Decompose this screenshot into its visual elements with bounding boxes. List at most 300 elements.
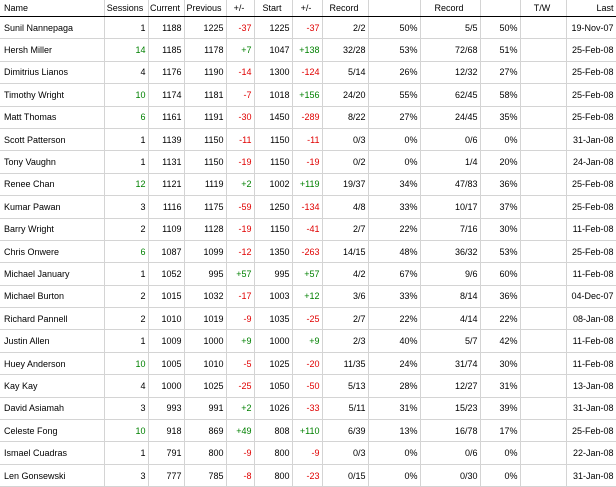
- player-name: Tony Vaughn: [0, 151, 104, 173]
- record-2: 36/32: [420, 240, 480, 262]
- start-rating: 1225: [254, 17, 292, 39]
- sessions: 1: [104, 442, 148, 464]
- rating-change: -9: [226, 308, 254, 330]
- start-rating: 800: [254, 464, 292, 486]
- record: 0/2: [322, 151, 368, 173]
- rating-change: +7: [226, 39, 254, 61]
- previous-rating: 1225: [184, 17, 226, 39]
- sessions: 1: [104, 330, 148, 352]
- rating-change: -37: [226, 17, 254, 39]
- player-name: Renee Chan: [0, 173, 104, 195]
- rating-change: +9: [226, 330, 254, 352]
- start-rating: 1250: [254, 196, 292, 218]
- rating-change: -7: [226, 84, 254, 106]
- record: 11/35: [322, 352, 368, 374]
- record-pct: 55%: [368, 84, 420, 106]
- sessions: 2: [104, 285, 148, 307]
- record-pct-2: 42%: [480, 330, 520, 352]
- record-2: 9/6: [420, 263, 480, 285]
- table-row: [0, 352, 616, 374]
- table-row: [0, 420, 616, 442]
- rating-change: +57: [226, 263, 254, 285]
- table-row: [0, 464, 616, 486]
- player-name: Len Gonsewski: [0, 464, 104, 486]
- sessions: 6: [104, 240, 148, 262]
- start-rating: 1150: [254, 128, 292, 150]
- tw: [520, 196, 566, 218]
- record: 6/39: [322, 420, 368, 442]
- change-from-start: +9: [292, 330, 322, 352]
- table-row: [0, 330, 616, 352]
- start-rating: 1450: [254, 106, 292, 128]
- player-name: Richard Pannell: [0, 308, 104, 330]
- record-pct-2: 37%: [480, 196, 520, 218]
- tw: [520, 84, 566, 106]
- change-from-start: -11: [292, 128, 322, 150]
- change-from-start: -25: [292, 308, 322, 330]
- record-2: 62/45: [420, 84, 480, 106]
- player-name: Celeste Fong: [0, 420, 104, 442]
- record-2: 47/83: [420, 173, 480, 195]
- record-pct-2: 35%: [480, 106, 520, 128]
- last-date: 25-Feb-08: [566, 240, 616, 262]
- record: 8/22: [322, 106, 368, 128]
- record-2: 16/78: [420, 420, 480, 442]
- record-pct-2: 31%: [480, 375, 520, 397]
- current-rating: 777: [148, 464, 184, 486]
- sessions: 1: [104, 128, 148, 150]
- record-pct: 34%: [368, 173, 420, 195]
- sessions: 2: [104, 308, 148, 330]
- record-pct-2: 17%: [480, 420, 520, 442]
- record-2: 10/17: [420, 196, 480, 218]
- table-row: [0, 128, 616, 150]
- player-name: Scott Patterson: [0, 128, 104, 150]
- record-pct-2: 60%: [480, 263, 520, 285]
- previous-rating: 1019: [184, 308, 226, 330]
- tw: [520, 128, 566, 150]
- record-pct: 40%: [368, 330, 420, 352]
- last-date: 31-Jan-08: [566, 128, 616, 150]
- record: 32/28: [322, 39, 368, 61]
- rating-change: +2: [226, 397, 254, 419]
- record: 5/14: [322, 61, 368, 83]
- table-row: [0, 285, 616, 307]
- last-date: 25-Feb-08: [566, 173, 616, 195]
- last-date: 13-Jan-08: [566, 375, 616, 397]
- record-2: 31/74: [420, 352, 480, 374]
- start-rating: 800: [254, 442, 292, 464]
- rating-change: -12: [226, 240, 254, 262]
- last-date: 11-Feb-08: [566, 218, 616, 240]
- record: 5/11: [322, 397, 368, 419]
- header-current: Current: [148, 0, 184, 17]
- player-name: Timothy Wright: [0, 84, 104, 106]
- start-rating: 1047: [254, 39, 292, 61]
- record: 0/3: [322, 128, 368, 150]
- rating-change: -17: [226, 285, 254, 307]
- start-rating: 1050: [254, 375, 292, 397]
- player-name: Huey Anderson: [0, 352, 104, 374]
- record-pct: 53%: [368, 39, 420, 61]
- record-pct-2: 20%: [480, 151, 520, 173]
- record-2: 0/6: [420, 442, 480, 464]
- table-row: [0, 263, 616, 285]
- record-pct-2: 50%: [480, 17, 520, 39]
- last-date: 25-Feb-08: [566, 420, 616, 442]
- previous-rating: 1099: [184, 240, 226, 262]
- current-rating: 1015: [148, 285, 184, 307]
- tw: [520, 173, 566, 195]
- last-date: 22-Jan-08: [566, 442, 616, 464]
- previous-rating: 1119: [184, 173, 226, 195]
- last-date: 31-Jan-08: [566, 464, 616, 486]
- current-rating: 1161: [148, 106, 184, 128]
- start-rating: 995: [254, 263, 292, 285]
- player-name: Michael Burton: [0, 285, 104, 307]
- record: 2/7: [322, 218, 368, 240]
- rating-change: -14: [226, 61, 254, 83]
- tw: [520, 352, 566, 374]
- record-pct: 33%: [368, 285, 420, 307]
- record-pct: 22%: [368, 308, 420, 330]
- table-row: [0, 151, 616, 173]
- previous-rating: 1150: [184, 151, 226, 173]
- record: 0/3: [322, 442, 368, 464]
- current-rating: 1185: [148, 39, 184, 61]
- change-from-start: +156: [292, 84, 322, 106]
- current-rating: 1087: [148, 240, 184, 262]
- sessions: 4: [104, 61, 148, 83]
- sessions: 3: [104, 196, 148, 218]
- record-pct: 26%: [368, 61, 420, 83]
- last-date: 08-Jan-08: [566, 308, 616, 330]
- header-change: +/-: [226, 0, 254, 17]
- record-pct-2: 30%: [480, 218, 520, 240]
- start-rating: 1150: [254, 151, 292, 173]
- record-pct-2: 58%: [480, 84, 520, 106]
- change-from-start: -9: [292, 442, 322, 464]
- table-row: [0, 218, 616, 240]
- player-name: Kay Kay: [0, 375, 104, 397]
- header-start: Start: [254, 0, 292, 17]
- current-rating: 993: [148, 397, 184, 419]
- rating-change: -11: [226, 128, 254, 150]
- record-2: 4/14: [420, 308, 480, 330]
- record-pct: 27%: [368, 106, 420, 128]
- previous-rating: 785: [184, 464, 226, 486]
- current-rating: 1052: [148, 263, 184, 285]
- sessions: 3: [104, 464, 148, 486]
- record-pct: 0%: [368, 151, 420, 173]
- previous-rating: 1150: [184, 128, 226, 150]
- change-from-start: -23: [292, 464, 322, 486]
- sessions: 12: [104, 173, 148, 195]
- record-pct: 22%: [368, 218, 420, 240]
- previous-rating: 1032: [184, 285, 226, 307]
- record-pct: 33%: [368, 196, 420, 218]
- rating-change: -19: [226, 151, 254, 173]
- previous-rating: 1190: [184, 61, 226, 83]
- previous-rating: 1181: [184, 84, 226, 106]
- change-from-start: -134: [292, 196, 322, 218]
- rating-change: -9: [226, 442, 254, 464]
- record-pct-2: 36%: [480, 173, 520, 195]
- tw: [520, 285, 566, 307]
- last-date: 19-Nov-07: [566, 17, 616, 39]
- record-2: 15/23: [420, 397, 480, 419]
- record: 2/3: [322, 330, 368, 352]
- sessions: 1: [104, 263, 148, 285]
- current-rating: 1174: [148, 84, 184, 106]
- previous-rating: 1175: [184, 196, 226, 218]
- previous-rating: 1128: [184, 218, 226, 240]
- record-2: 8/14: [420, 285, 480, 307]
- record: 4/8: [322, 196, 368, 218]
- player-name: Hersh Miller: [0, 39, 104, 61]
- sessions: 10: [104, 84, 148, 106]
- tw: [520, 397, 566, 419]
- record: 2/7: [322, 308, 368, 330]
- last-date: 04-Dec-07: [566, 285, 616, 307]
- record: 4/2: [322, 263, 368, 285]
- record: 14/15: [322, 240, 368, 262]
- record-pct-2: 22%: [480, 308, 520, 330]
- record-2: 12/27: [420, 375, 480, 397]
- change-from-start: -37: [292, 17, 322, 39]
- change-from-start: -124: [292, 61, 322, 83]
- tw: [520, 375, 566, 397]
- start-rating: 1003: [254, 285, 292, 307]
- tw: [520, 420, 566, 442]
- current-rating: 1176: [148, 61, 184, 83]
- previous-rating: 1191: [184, 106, 226, 128]
- tw: [520, 218, 566, 240]
- table-row: [0, 84, 616, 106]
- player-name: Barry Wright: [0, 218, 104, 240]
- sessions: 6: [104, 106, 148, 128]
- last-date: 25-Feb-08: [566, 106, 616, 128]
- player-name: Michael January: [0, 263, 104, 285]
- table-row: [0, 397, 616, 419]
- current-rating: 918: [148, 420, 184, 442]
- header-name: Name: [0, 0, 104, 17]
- record-pct: 13%: [368, 420, 420, 442]
- current-rating: 791: [148, 442, 184, 464]
- record-2: 24/45: [420, 106, 480, 128]
- change-from-start: -263: [292, 240, 322, 262]
- header-previous: Previous: [184, 0, 226, 17]
- record-pct-2: 0%: [480, 128, 520, 150]
- change-from-start: +57: [292, 263, 322, 285]
- current-rating: 1009: [148, 330, 184, 352]
- table-row: [0, 196, 616, 218]
- last-date: 25-Feb-08: [566, 84, 616, 106]
- table-row: [0, 375, 616, 397]
- record-pct: 0%: [368, 442, 420, 464]
- record-2: 7/16: [420, 218, 480, 240]
- record-pct: 48%: [368, 240, 420, 262]
- rating-change: -8: [226, 464, 254, 486]
- current-rating: 1010: [148, 308, 184, 330]
- change-from-start: -19: [292, 151, 322, 173]
- start-rating: 1018: [254, 84, 292, 106]
- header-record-2: Record: [420, 0, 480, 17]
- change-from-start: +119: [292, 173, 322, 195]
- start-rating: 1150: [254, 218, 292, 240]
- player-name: David Asiamah: [0, 397, 104, 419]
- header-sessions: Sessions: [104, 0, 148, 17]
- rating-change: -19: [226, 218, 254, 240]
- record-2: 72/68: [420, 39, 480, 61]
- current-rating: 1000: [148, 375, 184, 397]
- last-date: 11-Feb-08: [566, 352, 616, 374]
- player-name: Kumar Pawan: [0, 196, 104, 218]
- previous-rating: 1178: [184, 39, 226, 61]
- record-2: 12/32: [420, 61, 480, 83]
- change-from-start: +110: [292, 420, 322, 442]
- tw: [520, 442, 566, 464]
- sessions: 2: [104, 218, 148, 240]
- record: 0/15: [322, 464, 368, 486]
- record-pct-2: 39%: [480, 397, 520, 419]
- record: 19/37: [322, 173, 368, 195]
- player-name: Justin Allen: [0, 330, 104, 352]
- rating-change: +49: [226, 420, 254, 442]
- header-change-start: +/-: [292, 0, 322, 17]
- start-rating: 1300: [254, 61, 292, 83]
- sessions: 1: [104, 151, 148, 173]
- record-pct: 0%: [368, 464, 420, 486]
- last-date: 24-Jan-08: [566, 151, 616, 173]
- change-from-start: +138: [292, 39, 322, 61]
- previous-rating: 1000: [184, 330, 226, 352]
- rating-change: -30: [226, 106, 254, 128]
- record-pct: 50%: [368, 17, 420, 39]
- sessions: 1: [104, 17, 148, 39]
- previous-rating: 800: [184, 442, 226, 464]
- start-rating: 1035: [254, 308, 292, 330]
- previous-rating: 1025: [184, 375, 226, 397]
- record-2: 1/4: [420, 151, 480, 173]
- previous-rating: 1010: [184, 352, 226, 374]
- record: 2/2: [322, 17, 368, 39]
- record: 3/6: [322, 285, 368, 307]
- tw: [520, 39, 566, 61]
- table-row: [0, 106, 616, 128]
- rating-change: -5: [226, 352, 254, 374]
- change-from-start: -50: [292, 375, 322, 397]
- record-2: 0/6: [420, 128, 480, 150]
- change-from-start: -289: [292, 106, 322, 128]
- tw: [520, 263, 566, 285]
- record: 5/13: [322, 375, 368, 397]
- record-pct: 0%: [368, 128, 420, 150]
- table-row: [0, 61, 616, 83]
- last-date: 25-Feb-08: [566, 196, 616, 218]
- record-pct-2: 0%: [480, 442, 520, 464]
- record-2: 5/7: [420, 330, 480, 352]
- start-rating: 1000: [254, 330, 292, 352]
- player-name: Chris Onwere: [0, 240, 104, 262]
- header-tw: T/W: [520, 0, 566, 17]
- record: 24/20: [322, 84, 368, 106]
- record-pct-2: 30%: [480, 352, 520, 374]
- tw: [520, 464, 566, 486]
- current-rating: 1188: [148, 17, 184, 39]
- start-rating: 808: [254, 420, 292, 442]
- tw: [520, 308, 566, 330]
- current-rating: 1116: [148, 196, 184, 218]
- record-pct: 67%: [368, 263, 420, 285]
- sessions: 10: [104, 420, 148, 442]
- header-blank: [368, 0, 420, 17]
- rating-change: -59: [226, 196, 254, 218]
- change-from-start: -41: [292, 218, 322, 240]
- change-from-start: -33: [292, 397, 322, 419]
- start-rating: 1350: [254, 240, 292, 262]
- record-pct-2: 51%: [480, 39, 520, 61]
- tw: [520, 17, 566, 39]
- header-row: [0, 0, 616, 17]
- current-rating: 1131: [148, 151, 184, 173]
- current-rating: 1121: [148, 173, 184, 195]
- table-row: [0, 308, 616, 330]
- current-rating: 1005: [148, 352, 184, 374]
- sessions: 14: [104, 39, 148, 61]
- table-row: [0, 240, 616, 262]
- header-last: Last: [566, 0, 616, 17]
- start-rating: 1025: [254, 352, 292, 374]
- tw: [520, 240, 566, 262]
- previous-rating: 869: [184, 420, 226, 442]
- player-name: Sunil Nannepaga: [0, 17, 104, 39]
- tw: [520, 61, 566, 83]
- table-row: [0, 17, 616, 39]
- change-from-start: +12: [292, 285, 322, 307]
- record-2: 0/30: [420, 464, 480, 486]
- header-record: Record: [322, 0, 368, 17]
- header-blank-2: [480, 0, 520, 17]
- last-date: 11-Feb-08: [566, 330, 616, 352]
- record-pct: 24%: [368, 352, 420, 374]
- player-name: Ismael Cuadras: [0, 442, 104, 464]
- record-pct: 31%: [368, 397, 420, 419]
- record-2: 5/5: [420, 17, 480, 39]
- record-pct-2: 0%: [480, 464, 520, 486]
- sessions: 10: [104, 352, 148, 374]
- last-date: 25-Feb-08: [566, 39, 616, 61]
- previous-rating: 995: [184, 263, 226, 285]
- sessions: 3: [104, 397, 148, 419]
- record-pct: 28%: [368, 375, 420, 397]
- start-rating: 1026: [254, 397, 292, 419]
- table-row: [0, 173, 616, 195]
- current-rating: 1139: [148, 128, 184, 150]
- start-rating: 1002: [254, 173, 292, 195]
- current-rating: 1109: [148, 218, 184, 240]
- record-pct-2: 27%: [480, 61, 520, 83]
- rating-change: -25: [226, 375, 254, 397]
- last-date: 11-Feb-08: [566, 263, 616, 285]
- tw: [520, 330, 566, 352]
- table-row: [0, 442, 616, 464]
- record-pct-2: 53%: [480, 240, 520, 262]
- tw: [520, 151, 566, 173]
- last-date: 31-Jan-08: [566, 397, 616, 419]
- sessions: 4: [104, 375, 148, 397]
- player-name: Dimitrius Lianos: [0, 61, 104, 83]
